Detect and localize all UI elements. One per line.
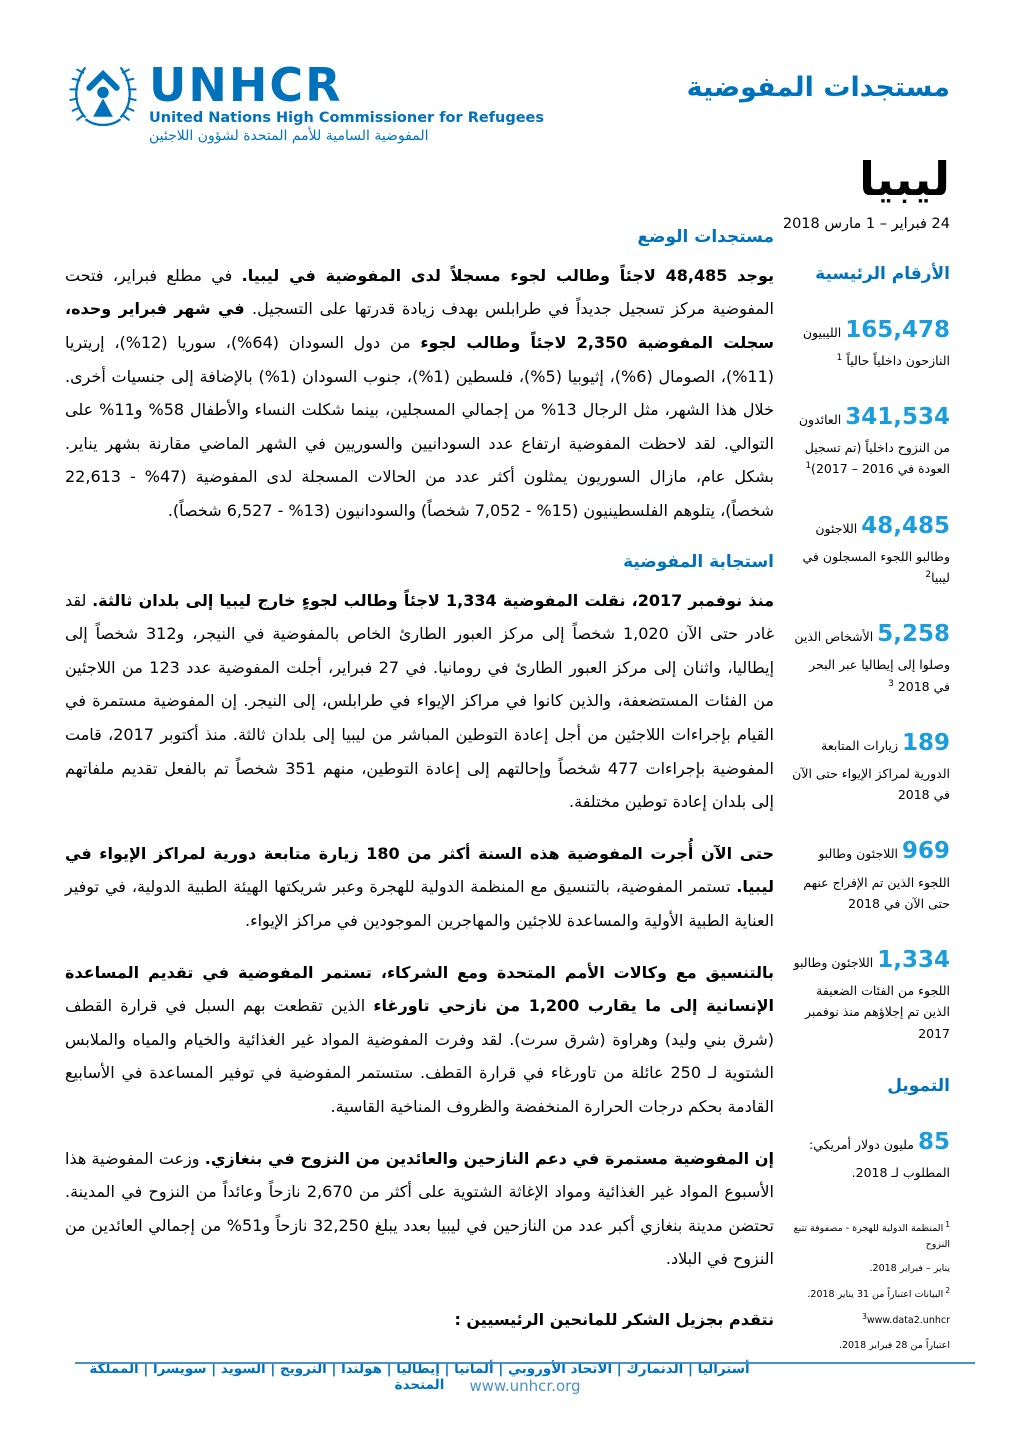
section-heading-unhcr-response: استجابة المفوضية [623, 551, 774, 572]
logo-subtitle-en: United Nations High Commissioner for Refugees [149, 110, 545, 126]
footnote-1: $^1$المنظمة الدولية للهجرة - مصفوفة تتبع النزوح [793, 1220, 950, 1250]
country-title: ليبيا [859, 151, 950, 206]
logo-subtitle-ar: المفوضية السامية للأمم المتحدة لشؤون اللاجئين [149, 127, 429, 144]
key-figure-registered-refugees: 48,485 اللاجئون وطالبو اللجوء المسجلون في ليبيا$^2$ [802, 512, 950, 586]
main-content [65, 153, 774, 1393]
paragraph-tawergha-assistance: بالتنسيق مع وكالات الأمم المتحدة ومع الشركاء، تستمر المفوضية في تقديم المساعدة الإنسانية إلى ما يقارب 1,200 من نازحي تاورغاء الذين تقطعت بهم السبل في قرارة القطف (شرق بني وليد) وهراوة (شرق سرت). لقد وفرت المفوضية المواد غير الغذائية والخيام والمياه والملابس الشتوية لـ 250 عائلة من تاورغاء في قرارة القطف. ستستمر المفوضية في توفير المساعدة في الأسابيع القادمة بحكم درجات الحرارة المنخفضة والظروف المناخية القاسية. [65, 962, 775, 1116]
key-figure-idps: 165,478 الليبيون النازحون داخلياً حالياً $^1$ [802, 316, 950, 368]
content-columns [65, 153, 950, 1393]
key-figure-released: 969 اللاجئون وطالبو اللجوء الذين تم الإفراج عنهم حتى الآن في 2018 [803, 838, 950, 911]
donors-list: أستراليا | الدنمارك | الاتحاد الأوروبي | ألمانيا | إيطاليا | هولندا | النرويج | السويد | سويسرا | المملكة المتحدة [89, 1360, 750, 1393]
key-figure-sea-arrivals: 5,258 الأشخاص الذين وصلوا إلى إيطاليا عبر البحر في 2018 $^3$ [794, 621, 950, 694]
data-portal-link[interactable]: www.data2.unhcr [866, 1315, 950, 1327]
paragraph-monitoring-visits: حتى الآن أُجرت المفوضية هذه السنة أكثر من 180 زيارة متابعة دورية لمراكز الإيواء في ليبيا. تستمر المفوضية، بالتنسيق مع المنظمة الدولية للهجرة وعبر شريكتها الهيئة الطبية الدولية، في توفير العناية الطبية الأولية والمساعدة للاجئين والمهاجرين الموجودين في مراكز الإيواء. [65, 843, 774, 930]
funding-heading: التمويل [887, 1075, 950, 1096]
key-figures-heading: الأرقام الرئيسية [815, 263, 950, 284]
unhcr-logo [65, 56, 544, 145]
paragraph-benghazi-support: إن المفوضية مستمرة في دعم النازحين والعائدين من النزوح في بنغازي. وزعت المفوضية هذا الأسبوع المواد غير الغذائية ومواد الإغاثة الشتوية على أكثر من 2,670 نازحاً وعائداً من النزوح في المدينة. تحتضن مدينة بنغازي أكبر عدد من النازحين في ليبيا بعدد يبلغ 32,250 نازحاً و51% من إجمالي العائدين من النزوح في البلاد. [65, 1148, 775, 1269]
paragraph-registration: يوجد 48,485 لاجئاً وطالب لجوء مسجلاً لدى المفوضية في ليبيا. في مطلع فبراير، فتحت المفوضية مركز تسجيل جديداً في طرابلس بهدف زيادة قدرتها على التسجيل. في شهر فبراير وحده، سجلت المفوضية 2,350 لاجئاً وطالب لجوء من دول السودان (64%)، سوريا (12%)، إريتريا (11%)، الصومال (6%)، إثيوبيا (5%)، فلسطين (1%)، جنوب السودان (1%) بالإضافة إلى جنسيات أخرى. خلال هذا الشهر، مثل الرجال 13% من إجمالي المسجلين، بينما شكلت النساء والأطفال 58% و11% على التوالي. لقد لاحظت المفوضية ارتفاع عدد السودانيين والسوريين في الشهر الماضي مقارنة بشهر يناير. بشكل عام، مازال السوريون يمثلون أكثر عدد من الحالات المسجلة لدى المفوضية (47% - 22,613 شخصاً)، يتلوهم الفلسطينيون (15% - 7,052 شخصاً) والسودانيون (13% - 6,527 شخصاً). [65, 265, 775, 521]
key-figures-sidebar [782, 151, 950, 1393]
logo-acronym: UNHCR [149, 58, 343, 112]
footnote-3-continued: اعتباراً من 28 فبراير 2018. [838, 1339, 950, 1351]
key-figure-evacuated: 1,334 اللاجئون وطالبو اللجوء من الفئات الضعيفة الذين تم إجلاؤهم منذ نوفمبر 2017 [793, 947, 950, 1041]
footnotes [790, 1219, 950, 1353]
footnote-3: $^3$www.data2.unhcr [862, 1312, 950, 1327]
section-heading-situation-update: مستجدات الوضع [637, 226, 774, 247]
logo-text [149, 56, 544, 145]
report-title: مستجدات المفوضية [686, 72, 950, 103]
unhcr-website-link[interactable]: www.unhcr.org [469, 1377, 581, 1395]
key-figure-monitoring-visits: 189 زيارات المتابعة الدورية لمراكز الإيواء حتى الآن في 2018 [792, 729, 950, 803]
page-header [65, 56, 950, 145]
report-date: 24 فبراير – 1 مارس 2018 [782, 215, 950, 232]
footnote-1-continued: يناير – فبراير 2018. [869, 1262, 950, 1274]
key-figure-returnees: 341,534 العائدون من النزوح داخلياً (تم تسجيل العودة في 2016 – 2017)$^1$ [798, 404, 950, 477]
donors-thanks-line: نتقدم بجزيل الشكر للمانحين الرئيسيين : [454, 1309, 774, 1329]
paragraph-evacuations: منذ نوفمبر 2017، نقلت المفوضية 1,334 لاجئاً وطالب لجوءٍ خارج ليبيا إلى بلدان ثالثة. لقد غادر حتى الآن 1,020 شخصاً إلى مركز العبور الطارئ الخاص بالمفوضية في النيجر، و312 شخصاً إلى إيطاليا، واثنان إلى مركز العبور الطارئ في رومانيا. في 27 فبراير، أجلت المفوضية عدد 123 من اللاجئين من الفئات المستضعفة، والذين كانوا في مراكز الإيواء في طرابلس، إلى النيجر. إن المفوضية مستمرة في القيام بإجراءات اللاجئين من أجل إعادة التوطين المباشر من ليبيا إلى بلدان ثالثة. منذ أكتوبر 2017، قامت المفوضية بإجراءات 477 شخصاً وإحالتهم إلى إعادة التوطين، منهم 351 شخصاً تم بالفعل تقديم ملفاتهم إلى بلدان إعادة توطين مختلفة. [65, 590, 775, 812]
funding-figure: 85 مليون دولار أمريكي: المطلوب لـ 2018. [808, 1128, 950, 1180]
page-footer [75, 1362, 975, 1395]
unhcr-emblem-icon [65, 56, 141, 142]
footnote-2: $^2$البيانات اعتباراً من 31 يناير 2018. [807, 1285, 950, 1301]
